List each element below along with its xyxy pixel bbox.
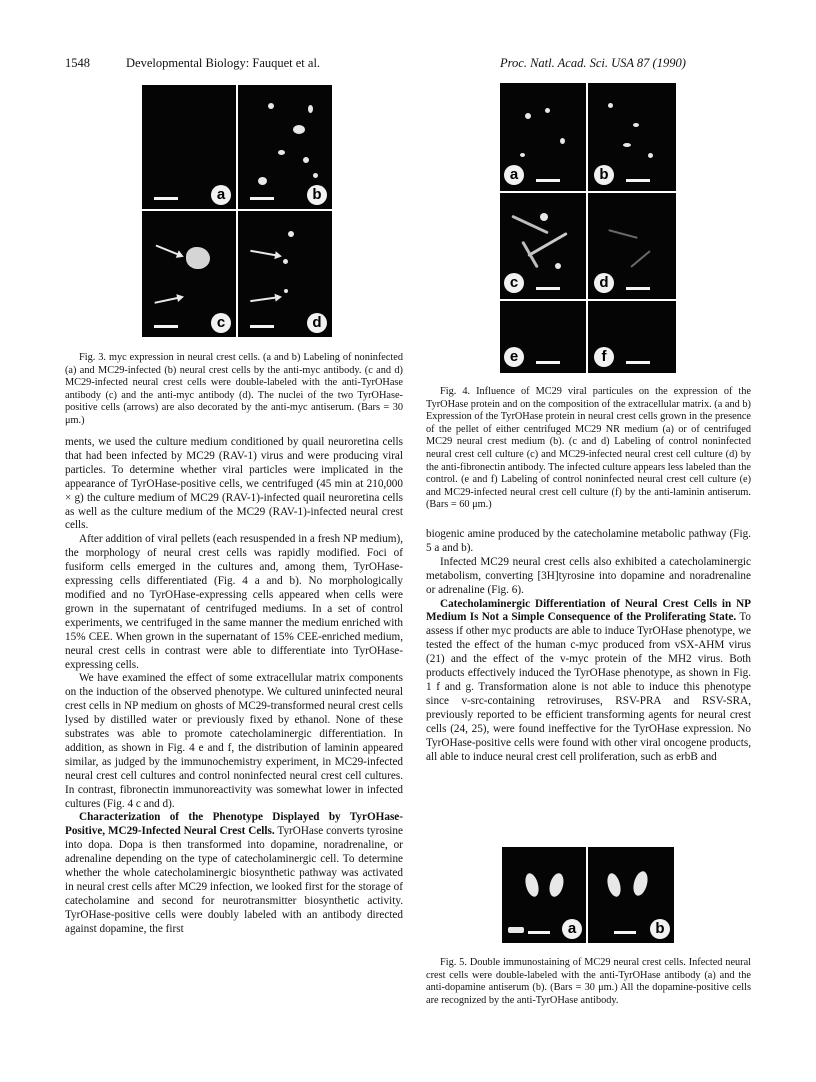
- cell: [605, 872, 623, 898]
- page-number: 1548: [65, 56, 90, 70]
- paragraph: Infected MC29 neural crest cells also exhibited a catecholaminergic metabolism, converting [3H]tyrosine into dopamine and noradrenaline or adrenaline (Fig. 6).: [426, 555, 751, 596]
- fig5-caption-body: Double immunostaining of MC29 neural crest cells. Infected neural crest cells were double-labeled with the anti-TyrOHase antibody (a) and the anti-dopamine antiserum (b). (Bars = 30 μm.) All the dopamine-positive cells are recognized by the anti-TyrOHase antibody.: [426, 957, 752, 1006]
- cell-nucleus: [283, 259, 288, 264]
- scale-bar: [154, 197, 178, 200]
- cell-nucleus: [288, 231, 294, 237]
- fig4-panel-b: [588, 83, 676, 191]
- fig5-caption-lead: Fig. 5.: [440, 957, 467, 968]
- fig5-panel-a: [502, 847, 586, 943]
- cell: [648, 153, 653, 158]
- cell-nucleus: [308, 105, 313, 113]
- fig4-panel-d: [588, 193, 676, 299]
- paragraph: To assess if other myc products are able to induce TyrOHase phenotype, we tested the effect of the human c-myc produced from vSX-AHM virus (21) and the effect of the v-myc protein of the MH2 virus. Both products effectively induced the TyrOHase phenotype, as shown in Fig. 1 f and g. Transformation alone is not able to induce this phenotype since v-src-containing retroviruses, RSV-PRA and RSV-SRA, previously reported to be efficient transforming agents for neural crest cells (24, 25), were found ineffective for the TyrOHase expression. No TyrOHase-positive cells were found with other viral oncogene products, all able to induce neural crest cell proliferation, such as erbB and: [426, 611, 751, 763]
- fig4-caption-body: Influence of MC29 viral particules on the expression of the TyrOHase protein and on the composition of the extracellular matrix. (a and b) Expression of the TyrOHase protein in neural crest cells grown in the presence of the pellet of either centrifuged MC29 NR medium (a) or of centrifuged MC29 neural crest medium (b). (c and d) Labeling of control noninfected neural crest cell culture (c) and MC29-infected neural crest cell culture (d) by the anti-fibronectin antibody. The infected culture appears less labeled than the control. (e and f) Labeling of control noninfected neural crest cell culture (e) and MC29-infected neural crest cell culture (f) by the anti-laminin antiserum. (Bars = 60 μm.): [426, 386, 752, 511]
- fig4-caption-lead: Fig. 4.: [440, 386, 471, 397]
- cell: [520, 153, 525, 157]
- fig3-caption: [65, 352, 403, 428]
- paragraph: biogenic amine produced by the catecholamine metabolic pathway (Fig. 5 a and b).: [426, 528, 751, 554]
- cell: [545, 108, 550, 113]
- scale-bar: [250, 197, 274, 200]
- cell-nucleus: [268, 103, 274, 109]
- fig3-panel-label: b: [307, 185, 327, 205]
- cell: [560, 138, 565, 144]
- scale-bar: [626, 179, 650, 182]
- scale-bar: [154, 325, 178, 328]
- cell: [623, 143, 631, 147]
- fig5-caption: [426, 957, 751, 1007]
- paragraph: ments, we used the culture medium conditioned by quail neuroretina cells that had been infected by MC29 (RAV-1) virus and were producing viral particles. To determine whether viral particles were implicated in the appearance of TyrOHase-positive cells, we centrifuged (45 min at 210,000 × g) the culture medium of MC29 (RAV-1)-infected quail neuroretina cells as well as the culture medium of the MC29 (RAV-1)-infected neural crest cells.: [65, 436, 403, 532]
- cell: [523, 872, 541, 898]
- scale-bar: [626, 361, 650, 364]
- cell-nucleus: [278, 150, 285, 155]
- fig3-panel-label: a: [211, 185, 231, 205]
- cell: [555, 263, 561, 269]
- scale-bar: [614, 931, 636, 934]
- scale-bar: [250, 325, 274, 328]
- cell: [540, 213, 548, 221]
- running-title: Developmental Biology: Fauquet et al.: [126, 56, 321, 70]
- fig5-panel-label: a: [562, 919, 582, 939]
- fig3-panel-a: [142, 85, 236, 209]
- cell-nucleus: [293, 125, 305, 134]
- fibronectin-fiber: [630, 250, 650, 268]
- cell-nucleus: [258, 177, 267, 185]
- fig4-panel-label: e: [504, 347, 524, 367]
- right-column: [426, 528, 751, 764]
- cell: [608, 103, 613, 108]
- fig4-panel-label: d: [594, 273, 614, 293]
- arrow-icon: [154, 296, 182, 303]
- fig3-panel-d: [238, 211, 332, 337]
- fig3-panel-c: [142, 211, 236, 337]
- cell-nucleus: [284, 289, 288, 293]
- cell: [633, 123, 639, 127]
- cell: [547, 872, 566, 899]
- fig3-panel-label: d: [307, 313, 327, 333]
- fig5-panel-label: b: [650, 919, 670, 939]
- cell-nucleus: [313, 173, 318, 178]
- paragraph: We have examined the effect of some extracellular matrix components on the induction of the observed phenotype. We cultured uninfected neural crest cells in NP medium on ghosts of MC29-transformed neural crest cells lysed by distilled water or previously fixed by ethanol. None of these substrates was able to promote catecholaminergic differentiation. In addition, as shown in Fig. 4 e and f, the distribution of laminin appeared similar, as judged by the immunochemistry experiment, in MC29-infected neural crest cell cultures and control noninfected neural crest cell cultures. In contrast, fibronectin immunoreactivity was somewhat lower in infected cultures (Fig. 4 c and d).: [65, 672, 403, 810]
- fig4-panel-c: [500, 193, 586, 299]
- fibronectin-fiber: [521, 241, 539, 268]
- scale-bar: [536, 179, 560, 182]
- fig3-caption-body: myc expression in neural crest cells. (a and b) Labeling of noninfected (a) and MC29-infected (b) neural crest cells by the anti-myc antibody. (c and d) MC29-infected neural crest cells were double-labeled with the anti-TyrOHase antibody (c) and the anti-myc antibody (d). The nuclei of the two TyrOHase-positive cells (arrows) are also decorated by the anti-myc antiserum. (Bars = 30 μm.): [65, 352, 403, 426]
- arrow-icon: [250, 296, 280, 302]
- tyrohase-positive-cell: [186, 247, 210, 269]
- scale-bar: [528, 931, 550, 934]
- fig4-panel-label: c: [504, 273, 524, 293]
- fig4-panel-label: f: [594, 347, 614, 367]
- section-heading: Characterization of the Phenotype Displayed by TyrOHase-Positive, MC29-Infected Neural Crest Cells.: [65, 811, 403, 838]
- fibronectin-fiber: [527, 232, 567, 257]
- fig4-panel-label: b: [594, 165, 614, 185]
- paragraph: TyrOHase converts tyrosine into dopa. Dopa is then transformed into dopamine, noradrenaline, or adrenaline depending on the type of catecholaminergic cell. To determine whether the whole catecholaminergic biosynthetic pathway was activated in neural crest cells after MC29 infection, we looked first for the storage of catecholamine and second for neurotransmitter biosynthetic activity. TyrOHase-positive cells were doubly labeled with an antibody directed against dopamine, the first: [65, 825, 403, 935]
- arrow-icon: [156, 245, 183, 257]
- fig4-caption: [426, 386, 751, 512]
- fig4-panel-e: [500, 301, 586, 373]
- section-heading: Catecholaminergic Differentiation of Neural Crest Cells in NP Medium Is Not a Simple Consequence of the Proliferating State.: [426, 597, 751, 624]
- cell: [631, 870, 650, 898]
- fig3-caption-lead: Fig. 3.: [79, 352, 106, 363]
- scale-bar: [536, 361, 560, 364]
- debris: [508, 927, 524, 933]
- cell-nucleus: [303, 157, 309, 163]
- left-column: [65, 436, 403, 937]
- arrow-icon: [250, 250, 280, 257]
- paragraph: After addition of viral pellets (each resuspended in a fresh NP medium), the morphology of neural crest cells was rapidly modified. Foci of fusiform cells emerged in the cultures and, among them, TyrOHase-expressing cells differentiated (Fig. 4 a and b). No morphologically modified and no TyrOHase-expressing cells appeared when cells were grown in the supernatant of centrifuged mediums. In a set of control experiments, we centrifuged in the same manner the medium enriched with 15% CEE. When grown in the supernatant of 15% CEE-enriched medium, neural crest cells in contrast were able to differentiate into TyrOHase-expressing cells.: [65, 533, 403, 671]
- fig3-panel-b: [238, 85, 332, 209]
- journal-citation: Proc. Natl. Acad. Sci. USA 87 (1990): [500, 56, 686, 70]
- cell: [525, 113, 531, 119]
- fibronectin-fiber: [608, 229, 637, 239]
- fig3-panel-label: c: [211, 313, 231, 333]
- fig4-panel-f: [588, 301, 676, 373]
- scale-bar: [626, 287, 650, 290]
- scale-bar: [536, 287, 560, 290]
- fig4-panel-label: a: [504, 165, 524, 185]
- fig4-panel-a: [500, 83, 586, 191]
- fig5-panel-b: [588, 847, 674, 943]
